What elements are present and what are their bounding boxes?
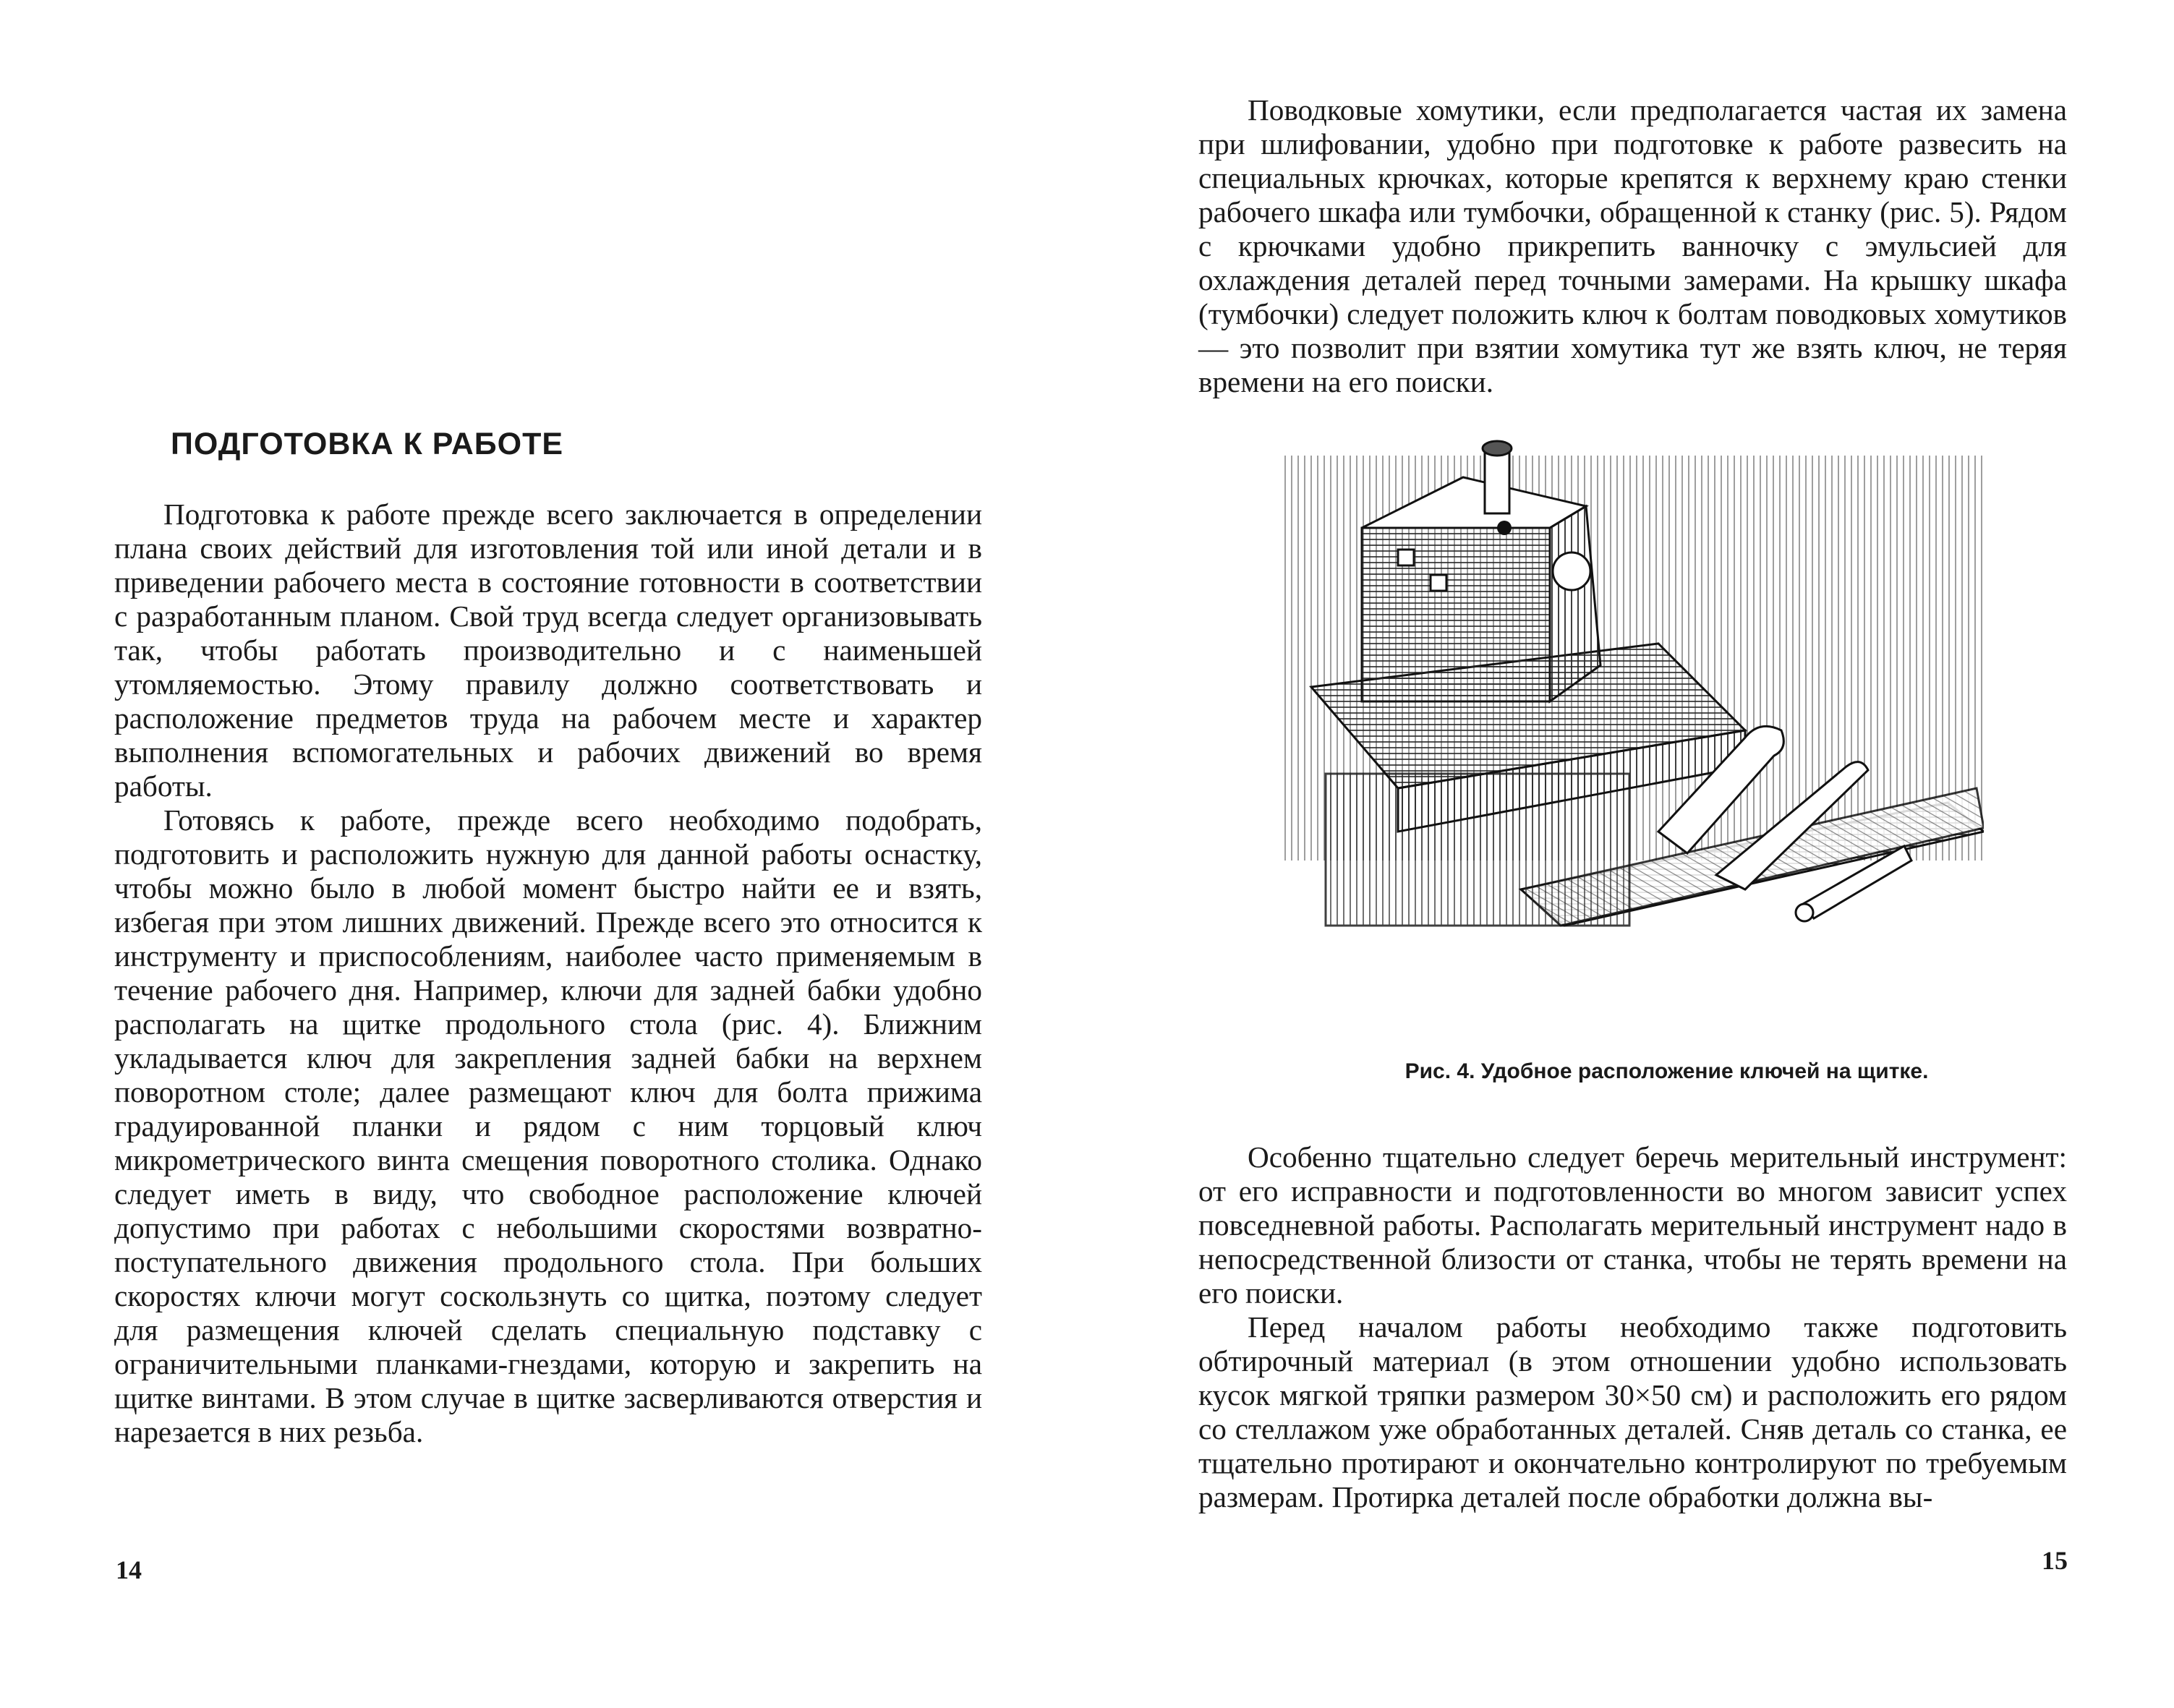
page-number: 15	[2042, 1546, 2068, 1575]
right-top-text	[1198, 93, 2067, 399]
page-number: 14	[116, 1555, 142, 1584]
figure-caption: Рис. 4. Удобное расположение ключей на щитке.	[1404, 1059, 1929, 1083]
paragraph: Перед началом работы необходимо также подготовить обтирочный материал (в этом отношении удобно использовать кусок мягкой тряпки размером 30×50 см) и расположить его рядом со стеллажом уже обработанных деталей. Сняв деталь со станка, ее тщательно протирают и окончательно контролируют по требуемым размерам. Протирка деталей после обработки должна вы-	[1198, 1310, 2067, 1513]
right-page	[1087, 0, 2174, 1708]
paragraph: Особенно тщательно следует беречь мерительный инструмент: от его исправности и подготовленности во многом зависит успех повседневной работы. Располагать мерительный инструмент надо в непосредственной близости от станка, чтобы не терять времени на его поиски.	[1198, 1140, 2067, 1310]
paragraph: Подготовка к работе прежде всего заключается в определении плана своих действий для изготовления той или иной детали и в приведении рабочего места в состояние готовности в соответствии с разработанным планом. Свой труд всегда следует организовывать так, чтобы работать производительно и с наименьшей утомляемостью. Этому правилу должно соответствовать и расположение предметов труда на рабочем месте и характер выполнения вспомогательных и рабочих движений во время работы.	[114, 498, 982, 803]
paragraph: Поводковые хомутики, если предполагается частая их замена при шлифовании, удобно при подготовке к работе развесить на специальных крючках, которые крепятся к верхнему краю стенки рабочего шкафа или тумбочки, обращенной к станку (рис. 5). Рядом с крючками удобно прикрепить ванночку с эмульсией для охлаждения деталей перед точными замерами. На крышку шкафа (тумбочки) следует положить ключ к болтам поводковых хомутиков — это позволит при взятии хомутика тут же взять ключ, не теряя времени на его поиски.	[1198, 93, 2067, 398]
grinding-table-illustration	[1282, 427, 1984, 1049]
right-bottom-text	[1198, 1140, 2067, 1514]
left-body-text	[114, 498, 982, 1449]
paragraph: Готовясь к работе, прежде всего необходимо подобрать, подготовить и расположить нужную для данной работы оснастку, чтобы можно было в любой момент быстро найти ее и взять, избегая при этом лишних движений. Прежде всего это относится к инструменту и приспособлениям, наиболее часто применяемым в течение рабочего дня. Например, ключи для задней бабки удобно располагать на щитке продольного стола (рис. 4). Ближним укладывается ключ для закрепления задней бабки на верхнем поворотном столе; далее размещают ключ для болта прижима градуированной планки и рядом с ним торцовый ключ микрометрического винта смещения поворотного столика. Однако следует иметь в виду, что свободное расположение ключей допустимо при работах с небольшими скоростями возвратно-поступательного движения продольного стола. При больших скоростях ключи могут соскользнуть со щитка, поэтому следует для размещения ключей сделать специальную подставку с ограничительными планками-гнездами, которую и закрепить на щитке винтами. В этом случае в щитке засверливаются отверстия и нарезается в них резьба.	[114, 803, 982, 1448]
section-heading: ПОДГОТОВКА К РАБОТЕ	[171, 427, 564, 461]
